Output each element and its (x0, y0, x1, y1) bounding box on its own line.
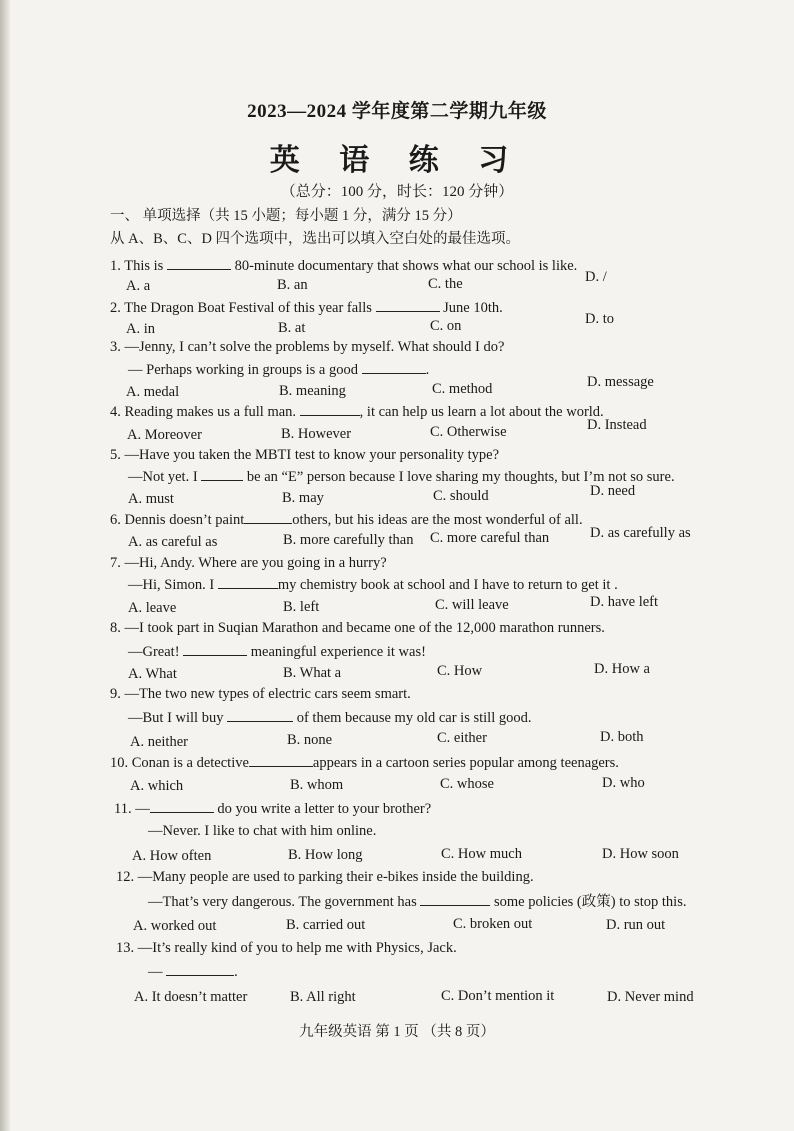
option-b: B. However (281, 426, 352, 442)
question-12-stem: 12. —Many people are used to parking their e-bikes inside the building. (116, 869, 534, 885)
question-3-stem: 3. —Jenny, I can’t solve the problems by myself. What should I do? (110, 339, 505, 355)
option-c: C. How much (441, 846, 522, 862)
option-a: A. Moreover (127, 427, 202, 443)
option-c: C. either (437, 730, 487, 746)
option-b: B. none (287, 732, 333, 748)
question-11-reply: —Never. I like to chat with him online. (148, 823, 377, 839)
option-d: D. run out (606, 917, 666, 933)
question-6-stem: 6. Dennis doesn’t paint others, but his ideas are the most wonderful of all. (110, 512, 583, 528)
answer-blank (150, 799, 214, 813)
answer-blank (244, 510, 292, 524)
option-d: D. / (585, 269, 607, 285)
option-b: B. How long (288, 847, 363, 863)
question-10-stem: 10. Conan is a detective appears in a cartoon series popular among teenagers. (110, 755, 619, 771)
option-c: C. whose (440, 776, 494, 792)
question-5-reply: —Not yet. I be an “E” person because I love sharing my thoughts, but I’m not so sure. (128, 469, 675, 485)
option-a: A. neither (130, 734, 188, 750)
option-a: A. How often (132, 848, 212, 864)
option-a: A. It doesn’t matter (134, 989, 248, 1005)
answer-blank (218, 575, 278, 589)
question-2-stem: 2. The Dragon Boat Festival of this year falls June 10th. (110, 300, 503, 316)
option-d: D. have left (590, 594, 659, 610)
option-a: A. which (130, 778, 184, 794)
section-heading: 一、 单项选择（共 15 小题；每小题 1 分，满分 15 分） (110, 208, 462, 224)
option-c: C. should (433, 488, 489, 504)
option-b: B. whom (290, 777, 344, 793)
option-c: C. method (432, 381, 493, 397)
option-c: C. broken out (453, 916, 533, 932)
question-1-stem: 1. This is 80-minute documentary that shows what our school is like. (110, 258, 578, 274)
answer-blank (376, 298, 440, 312)
option-c: C. Otherwise (430, 424, 507, 440)
option-c: C. on (430, 318, 462, 334)
option-b: B. more carefully than (283, 532, 414, 548)
option-d: D. as carefully as (590, 525, 691, 541)
option-a: A. a (126, 278, 151, 294)
question-13-reply: — . (148, 964, 238, 980)
option-d: D. How a (594, 661, 650, 677)
question-7-stem: 7. —Hi, Andy. Where are you going in a hurry? (110, 555, 387, 571)
answer-blank (227, 708, 293, 722)
question-8-reply: —Great! meaningful experience it was! (128, 644, 426, 660)
section-instruction: 从 A、B、C、D 四个选项中，选出可以填入空白处的最佳选项。 (110, 231, 521, 247)
option-a: A. medal (126, 384, 180, 400)
option-b: B. carried out (286, 917, 366, 933)
option-b: B. What a (283, 665, 342, 681)
question-5-stem: 5. —Have you taken the MBTI test to know your personality type? (110, 447, 500, 463)
option-b: B. meaning (279, 383, 346, 399)
option-d: D. How soon (602, 846, 679, 862)
option-d: D. message (587, 374, 654, 390)
question-8-stem: 8. —I took part in Suqian Marathon and became one of the 12,000 marathon runners. (110, 620, 605, 636)
option-a: A. What (128, 666, 177, 682)
option-a: A. worked out (133, 918, 217, 934)
question-13-stem: 13. —It’s really kind of you to help me with Physics, Jack. (116, 940, 457, 956)
option-b: B. at (278, 320, 306, 336)
question-11-stem: 11. — do you write a letter to your brother? (114, 801, 432, 817)
option-b: B. may (282, 490, 324, 506)
question-3-reply: — Perhaps working in groups is a good . (128, 362, 430, 378)
answer-blank (420, 892, 490, 906)
answer-blank (300, 402, 360, 416)
answer-blank (249, 753, 313, 767)
option-d: D. need (590, 483, 636, 499)
option-c: C. Don’t mention it (441, 988, 555, 1004)
option-a: A. leave (128, 600, 177, 616)
option-b: B. All right (290, 989, 356, 1005)
answer-blank (201, 467, 243, 481)
option-c: C. the (428, 276, 463, 292)
option-d: D. Instead (587, 417, 647, 433)
answer-blank (167, 256, 231, 270)
answer-blank (183, 642, 247, 656)
question-9-stem: 9. —The two new types of electric cars seem smart. (110, 686, 411, 702)
exam-year-line: 2023—2024 学年度第二学期九年级 (247, 101, 547, 122)
exam-meta: （总分：100 分，时长：120 分钟） (280, 184, 514, 200)
answer-blank (362, 360, 426, 374)
option-c: C. will leave (435, 597, 509, 613)
exam-title: 英 语 练 习 (269, 144, 525, 177)
question-9-reply: —But I will buy of them because my old car is still good. (128, 710, 532, 726)
option-d: D. both (600, 729, 644, 745)
option-b: B. left (283, 599, 320, 615)
question-12-reply: —That’s very dangerous. The government has some policies (政策) to stop this. (148, 894, 687, 910)
option-a: A. as careful as (128, 534, 218, 550)
option-c: C. more careful than (430, 530, 550, 546)
option-d: D. who (602, 775, 645, 791)
question-4-stem: 4. Reading makes us a full man. , it can help us learn a lot about the world. (110, 404, 604, 420)
question-7-reply: —Hi, Simon. I my chemistry book at school and I have to return to get it . (128, 577, 618, 593)
option-a: A. must (128, 491, 174, 507)
option-a: A. in (126, 321, 155, 337)
option-b: B. an (277, 277, 308, 293)
option-c: C. How (437, 663, 483, 679)
page-footer: 九年级英语 第 1 页 （共 8 页） (299, 1024, 495, 1040)
option-d: D. Never mind (607, 989, 694, 1005)
answer-blank (166, 962, 234, 976)
option-d: D. to (585, 311, 614, 327)
